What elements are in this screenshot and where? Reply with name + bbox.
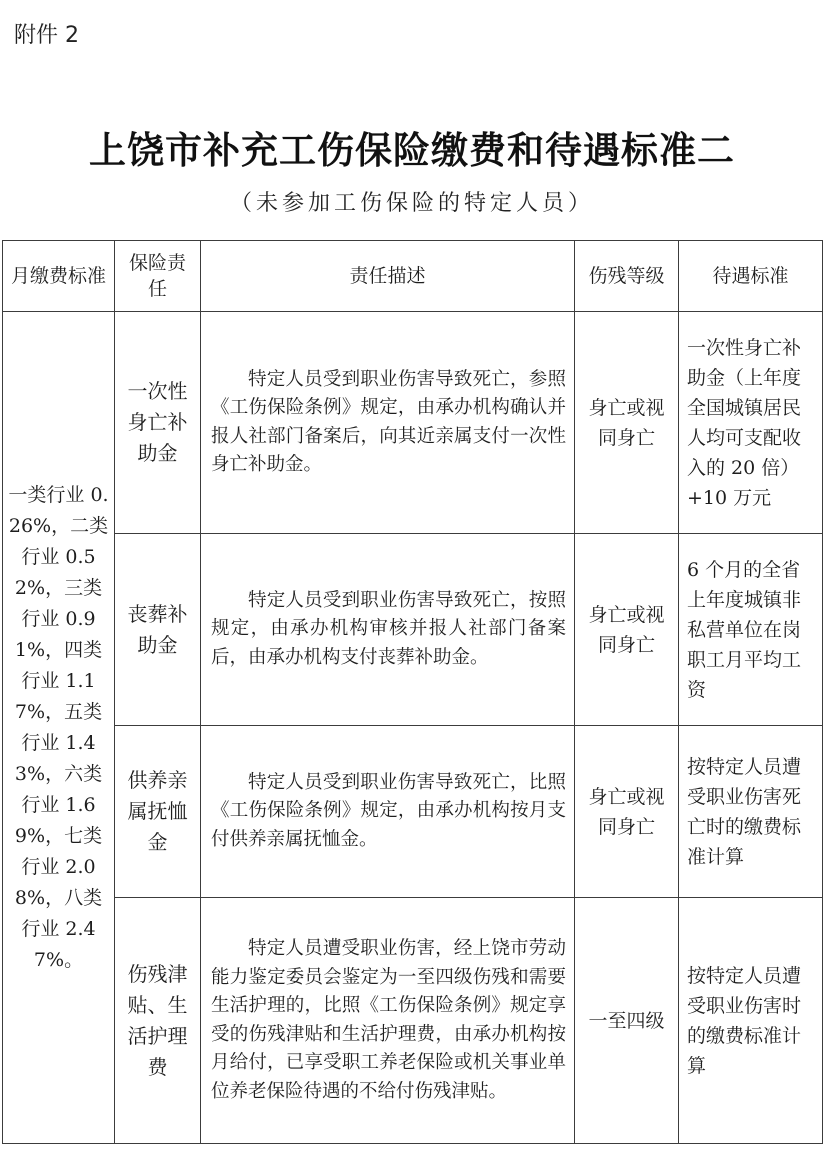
disability-level-cell: 身亡或视同身亡	[575, 726, 679, 898]
table-row	[3, 898, 823, 1144]
description-cell: 特定人员受到职业伤害导致死亡，参照《工伤保险条例》规定，由承办机构确认并报人社部门备案后，向其近亲属支付一次性身亡补助金。	[201, 312, 575, 534]
table-header-row	[3, 241, 823, 312]
document-subtitle: （未参加工伤保险的特定人员）	[229, 191, 594, 216]
insurance-standards-table	[2, 240, 823, 1144]
disability-level-cell: 身亡或视同身亡	[575, 534, 679, 726]
description-cell: 特定人员受到职业伤害导致死亡，比照《工伤保险条例》规定，由承办机构按月支付供养亲属抚恤金。	[201, 726, 575, 898]
responsibility-cell: 一次性身亡补助金	[115, 312, 201, 534]
monthly-rate-cell: 一类行业 0.26%，二类行业 0.52%，三类行业 0.91%，四类行业 1.17%，五类行业 1.43%，六类行业 1.69%，七类行业 2.08%，八类行业 2.47%。	[3, 312, 115, 1144]
header-benefit: 待遇标准	[679, 241, 823, 312]
responsibility-cell: 伤残津贴、生活护理费	[115, 898, 201, 1144]
disability-level-cell: 身亡或视同身亡	[575, 312, 679, 534]
table-row	[3, 534, 823, 726]
header-rate: 月缴费标准	[3, 241, 115, 312]
disability-level-cell: 一至四级	[575, 898, 679, 1144]
description-cell: 特定人员受到职业伤害导致死亡，按照规定，由承办机构审核并报人社部门备案后，由承办机构支付丧葬补助金。	[201, 534, 575, 726]
table-row	[3, 726, 823, 898]
benefit-cell: 6 个月的全省上年度城镇非私营单位在岗职工月平均工资	[679, 534, 823, 726]
benefit-cell: 按特定人员遭受职业伤害时的缴费标准计算	[679, 898, 823, 1144]
header-description: 责任描述	[201, 241, 575, 312]
benefit-cell: 一次性身亡补助金（上年度全国城镇居民人均可支配收入的 20 倍）+10 万元	[679, 312, 823, 534]
responsibility-cell: 供养亲属抚恤金	[115, 726, 201, 898]
table-row	[3, 312, 823, 534]
responsibility-cell: 丧葬补助金	[115, 534, 201, 726]
header-disability-level: 伤残等级	[575, 241, 679, 312]
header-responsibility: 保险责任	[115, 241, 201, 312]
benefit-cell: 按特定人员遭受职业伤害死亡时的缴费标准计算	[679, 726, 823, 898]
document-title: 上饶市补充工伤保险缴费和待遇标准二	[89, 128, 735, 172]
attachment-label: 附件 2	[14, 23, 79, 48]
description-cell: 特定人员遭受职业伤害，经上饶市劳动能力鉴定委员会鉴定为一至四级伤残和需要生活护理的，比照《工伤保险条例》规定享受的伤残津贴和生活护理费，由承办机构按月给付，已享受职工养老保险或机关事业单位养老保险待遇的不给付伤残津贴。	[201, 898, 575, 1144]
